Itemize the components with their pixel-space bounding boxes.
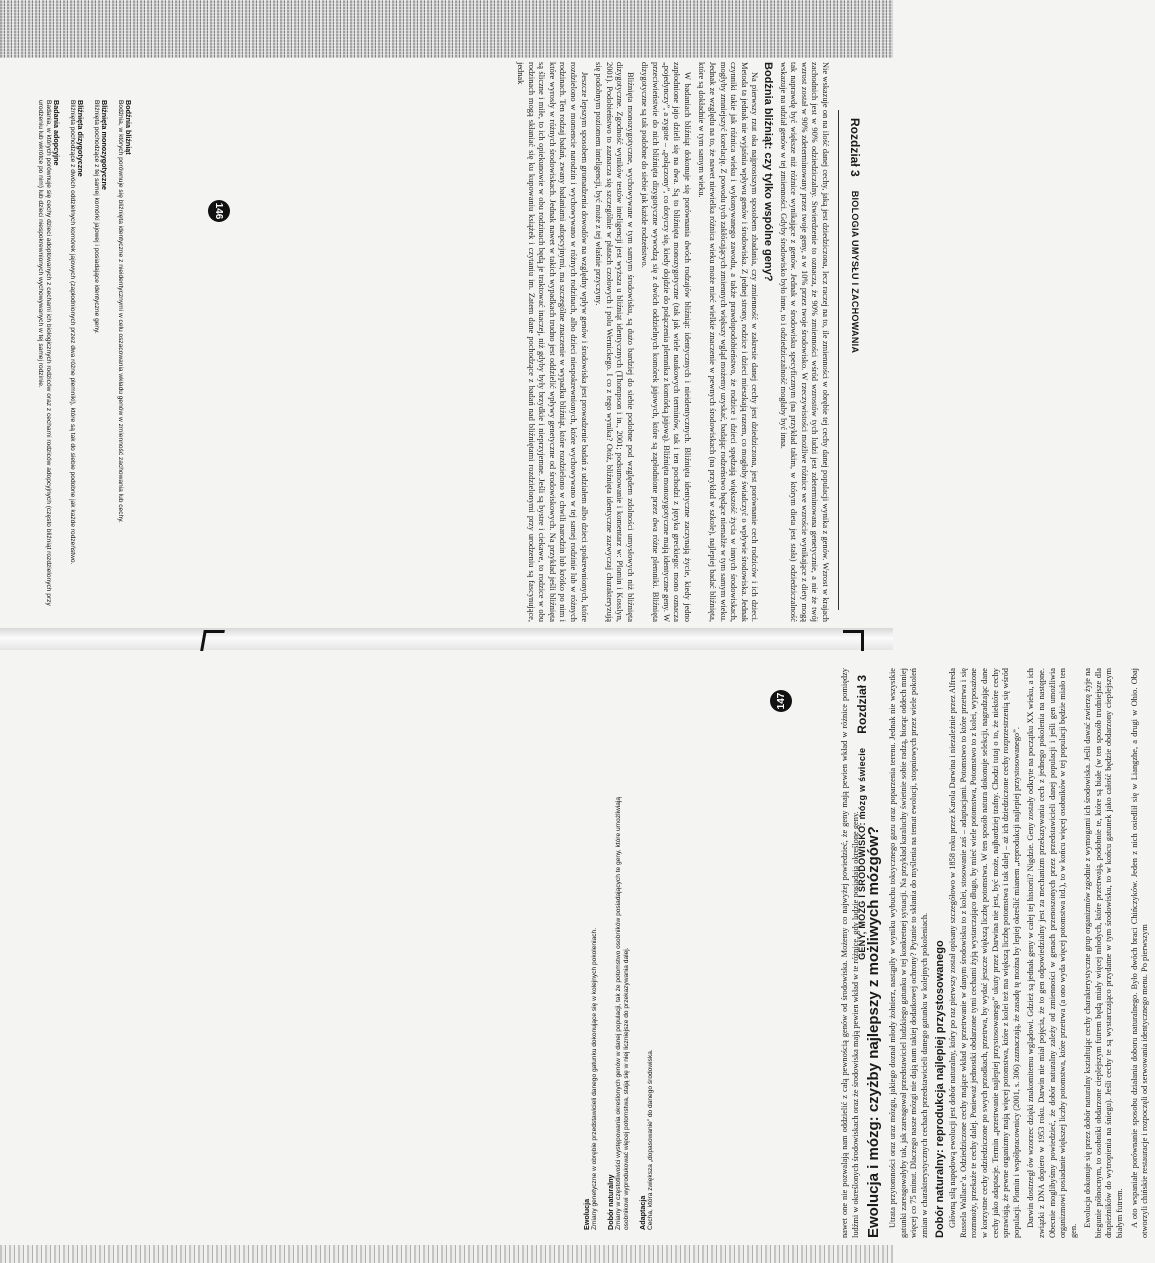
page-146-header: [845, 118, 865, 638]
running-head: GENY, MÓZG I ŚRODOWISKO: mózg w świecie: [857, 747, 867, 960]
page-146-glossary: [36, 100, 140, 620]
glossary-definition: Cecha, która zwiększa „dopasowanie” do danego środowiska.: [647, 1049, 654, 1230]
section-heading: Dobór naturalny: reprodukcja najlepiej przystosowanego: [933, 940, 946, 1238]
chapter-section-heading: Ewolucja i mózg: czyżby najlepszy z możliwych mózgów?: [865, 826, 883, 1238]
section-heading: Bodźnia bliźniąt: czy tylko wspólne geny?: [762, 62, 775, 282]
header-rule: [838, 110, 839, 610]
body-paragraph: Utrata przytomności oraz uraz mózgu, jakiego doznał młody żołnierz, nastąpiły w wyniku wybuchu toksycznego gazu oraz poparzenia terenu. Jednak nie wszystkie gatunki zareagowałyby tak, jak zareagował przedstawiciel ludzkiego gatunku w tej konkretnej sytuacji. Na przykład karaluchy świetnie sobie radzą, biorąc oddech mniej więcej co 75 minut. Dlaczego nasze mózgi nie dają nam takiej dodatkowej ochrony? Pytanie to skłania do myślenia na temat ewolucji, stopniowych przez wiele pokoleń zmian w charakterystycznych cechach przedstawicieli danego gatunku w kolejnych pokoleniach.: [888, 668, 929, 1238]
body-paragraph: Ewolucja dokonuje się przez dobór naturalny kształtując cechy charakterystyczne grup organizmów zgodnie z wymogami ich środowiska. Jeśli dawać zwierzę żyje na biegunie północnym, to osobniki obdarzone cieplejszym futrem będą miały więcej młodych, które przetrwają, podobnie te, które są białe (w ten sposób trudniejsze dla drapieżników do wytropienia na śniegu). Jeśli cechy te są wystarczająco przydatne w tym środowisku, to w końcu gatunek jako całość będzie obdarzony cieplejszym białym futrem.: [1083, 668, 1125, 1238]
body-paragraph: A oto wspaniałe porównanie sposobu działania doboru naturalnego. Było dwóch braci Chińczyków. Jeden z nich osiedlił się w Liangzhe, a drugi w Ohio. Obaj otworzyli chińskie restauracje i rozpoczęli od serwowania identycznego menu. Po pierwszym: [1129, 668, 1150, 1238]
glossary-term: Dobór naturalny: [606, 1174, 615, 1230]
glossary-term: Bliźnięta monozygotyczne: [100, 100, 109, 190]
glossary-definition: Zmiany w częstotliwości występowania określonych genów w danej populacji, tak że potomstwo osobników posiadających te geny, które umożliwiają osobnikowi wyprodukować więcej potomstwa, stają się w niej liczniejsze do przekazywania dalej.: [615, 796, 630, 1230]
glossary-definition: Badania, w których porównuje się cechy dzieci adoptowanych z cechami ich biologicznych rodziców oraz z cechami rodziców adopcyjnych (często bliźniąt rozdzielonych przy urodzeniu lub wkrótce po nim) lub dzieci niespokrewnionych wychowywanych w tej samej rodzinie.: [37, 100, 52, 606]
chapter-label: Rozdział 3: [848, 118, 862, 177]
glossary-term: Bliźnięta dizygotyczne: [76, 100, 85, 177]
body-paragraph: Jeszcze lepszym sposobem gromadzenia dowodów na względny wpływ genów i środowiska jest prowadzenie badań z udziałem albo dzieci spokrewnionych, które rozdzielono w momencie narodzin i wychowywano w różnych rodzinach, albo dzieci niespokrewnionych, które wychowywano w tej samej rodzinie lub w różnych rodzinach. Ten rodzaj badań, zwany badaniami adopcyjnymi, ma szczególne znaczenie w wypadku bliźniąt, które rozdzielono w chwili narodzin lub krótko po nim i które wyrosły w różnych środowiskach. Jednak nawet w takich wypadkach trudno jest oddzielić wpływy genetyczne od środowiskowych. Na przykład jeśli bliźnięta są śliczne i miłe, to ich opiekunowie w obu rodzinach będą je traktować inaczej, niż gdyby były brzydkie i nieprzyjemne. Jeśli są bystre i ciekawe, to rodzice w obu rodzinach mogą skłaniać się ku kupowaniu książek i czytaniu im. Zatem dane pochodzące z badań nad bliźniętami rozdzielonymi przy urodzeniu są fascynujące, jednak: [515, 62, 589, 622]
page-146-body: [510, 62, 830, 622]
intro-paragraph: nawet one nie pozwalają nam oddzielić z całą pewnością genów od środowiska. Możemy co najwyżej powiedzieć, że geny mają pewien wkład w różnice pomiędzy ludźmi w określonych środowiskach oraz że środowiska mają pewien wkład w te różnice, gdy ludzie posiadają określone geny.: [840, 668, 860, 1238]
scan-noise-top: [0, 0, 893, 58]
body-paragraph: Główną siłą napędową ewolucji jest dobór naturalny, który po raz pierwszy został opisany szczegółowo w 1858 roku przez Karola Darwina i niezależnie przez Alfreda Russela Wallace’a. Odziedziczone cechy mające wkład w przetrwanie w danym środowisku to z kolei, stosowanie zaś – adaptacjami. Potomstwo to które przetrwa i się rozmnoży, przekaże te cechy dalej. Ponieważ jednostki obdarzone tymi cechami żyją wystarczająco długo, by mieć wiele potomstwa, Potomstwo to z kolei, wyposażone w korzystne cechy odziedziczone po swych przodkach, przetrwa, by wydać jeszcze większą liczbę potomstwa. W ten sposób natura dokonuje selekcji, nagradzając dane cechy jako adaptacje. Termin „przetrwanie najlepiej przystosowanego” ukuty przez Darwina nie jest, być może, najbardziej trafny. Chodzi tutaj o to, że niektóre cechy sprawiają, że pewne organizmy mają więcej potomstwa, które z kolei też ma większą liczbę potomstwa i tak dalej – aż ich dziedziczone cechy rozprzestrzenią się wśród populacji. Plomin i współpracownicy (2001, s. 306) zaznaczają, że zasadę tę można by lepiej określić mianem „reprodukcji najlepiej przystosowanego”.: [948, 668, 1021, 1238]
glossary-term: Bodźnia bliźniąt: [124, 100, 133, 155]
glossary-term: Badania adopcyjne: [52, 100, 61, 166]
glossary-definition: Zmiany genetyczne w obrębie przedstawicieli danego gatunku dokonujące się w kolejnych pokoleniach.: [591, 927, 598, 1230]
body-paragraph: Bliźnięta monozygotyczne, wychowywane w tym samym środowisku, są dużo bardziej do siebie podobne pod względem zdolności umysłowych niż bliźnięta dizygotyczne. Zgodność wyników testów inteligencji jest wyższa u bliźniąt identycznych (Thompson i in., 2001; podsumowanie i komentarz w: Plomin i Kosslyn, 2001). Podobieństwo to zaznacza się szczególnie w płatach czołowych i polu Wernickego. I co z tego wynika? Otóż, bliźnięta identyczne zazwyczaj charakteryzują się podobnym poziomem inteligencji, być może z tej właśnie przyczyny.: [594, 62, 635, 622]
intro-paragraph: Nie wskazuje on na ilość danej cechy, jaką jest dziedziczona, lecz raczej na to, ile zmienności w obrębie tej cechy danej populacji wynika z genów. Wzrost w krajach zachodnich jest w 90% odziedziczalny. Stwierdzenie to oznacza, że 90% zmienności wśród wzrostów tych ludzi jest zdeterminowana genetycznie, a nie że twój wzrost został w 90% zdeterminowany przez twoje geny, a w 10% przez twoje środowisko. W rzeczywistości możliwe różnice we wzroście wynikające z diety mogą tak naprawdę być większe niż różnice wynikające z genów. Jednak w środowisku specyficznym (na przykład takim, w którym dieta jest stała) odziedziczalność wskazuje na udział genów w tej zmienności. Gdyby środowisko było inne, to i odziedziczalność mogłaby być inna.: [778, 62, 830, 622]
page-147-body: [840, 668, 1155, 1238]
glossary-definition: Bliźnięta pochodzące z dwóch oddzielnych komórek jajowych (zapłodnionych przez dwa różne plemniki), które są tak do siebie podobne jak każde rodzeństwo.: [69, 100, 76, 565]
page-number: 146: [208, 200, 230, 222]
body-paragraph: Darwin dostrzegł ów wzorzec dzięki znakomitemu wglądowi. Gdzież są jednak geny w całej tej historii? Nigdzie. Geny zostały odkryte na początku XX wieku, a ich związki z DNA dopiero w 1953 roku. Darwin nie miał pojęcia, że to gen odpowiedzialny jest za mechanizm przekazywania cech z jednego pokolenia na następne. Obecnie moglibyśmy powiedzieć, że dobór naturalny zależy od zmienności w genach przenoszonych przez przedstawicieli danej populacji i jeśli gen umożliwia organizmowi posiadanie większej liczby potomstwa, które przetrwa (a ono wyda więcej potomstwa itd.), to w końcu więcej osobników w tej populacji będzie miało ten gen.: [1026, 668, 1078, 1238]
body-paragraph: W badaniach bliźniąt dokonuje się porównania dwóch rodzajów bliźniąt: identycznych i nieidentycznych. Bliźnięta identyczne zaczynają życie, kiedy jedno zapłodnione jajo dzieli się na dwa. Są to bliźnięta monozygotyczne (tak jak wiele naukowych terminów, tak i ten pochodzi z języka greckiego: mono oznacza „pojedynczy”, a zygote – „połączony”, co dotyczy się, kiedy dojdzie do połączenia plemnika z komórką jajową). Bliźnięta monozygotyczne mają identyczne geny. W przeciwieństwie do nich bliźnięta dizygotyczne wywodzą się z dwóch oddzielnych komórek jajowych, które są zapłodnione przez dwa różne plemniki. Bliźnięta dizygotyczne są tak podobne do siebie jak każde rodzeństwo.: [640, 62, 692, 622]
crop-mark-icon: [200, 630, 225, 651]
page-fold: [0, 628, 893, 650]
page-147-glossary: [575, 770, 655, 1230]
body-paragraph: Na pierwszy rzut oka najprostszym sposobem zbadania, czy zmienność w zakresie danej cechy jest dziedziczona, jest porównanie cech rodziców i ich dzieci. Metoda ta jednak nie wyjaśnia wpływu genów i środowiska. Z jednej strony, rodzice i dzieci mieszkają razem, co mogłoby świadczyć o wpływie środowiska. Jednak czynniki takie jak różnica wieku i wykonywanego zawodu, a także prawdopodobieństwo, że rodzice i dzieci spędzają większość życia w innych środowiskach, mogłyby zmniejszyć korelację. Z powodu tych zakłócających zmiennych większy wgląd możemy uzyskać, badając rodzeństwo będące niemalże w tym samym wieku. Jednak ze względu na to, że nawet niewielka różnica wieku może mieć wielkie znaczenie w pewnych środowiskach (na przykład w szkole), najlepiej badać bliźnięta, które są dokładnie w tym samym wieku.: [697, 62, 760, 622]
scan-noise-bottom: [0, 1245, 893, 1263]
glossary-term: Adaptacja: [638, 1195, 647, 1230]
glossary-definition: Bodźnia, w których porównuje się bliźnięta identyczne z nieidentycznymi w celu oszacowania wkładu genów w zmienność zachowania lub cechy.: [117, 100, 124, 523]
glossary-term: Ewolucja: [582, 1198, 591, 1230]
page-number: 147: [770, 690, 792, 712]
glossary-definition: Bliźnięta pochodzące z tej samej komórki jajowej i posiadające identyczne geny.: [93, 100, 100, 334]
page-147: [0, 650, 1150, 1248]
chapter-label: Rozdział 3: [855, 675, 869, 734]
page-146: [0, 60, 893, 625]
crop-mark-icon: [843, 630, 864, 651]
running-head: BIOLOGIA UMYSŁU I ZACHOWANIA: [850, 190, 860, 354]
